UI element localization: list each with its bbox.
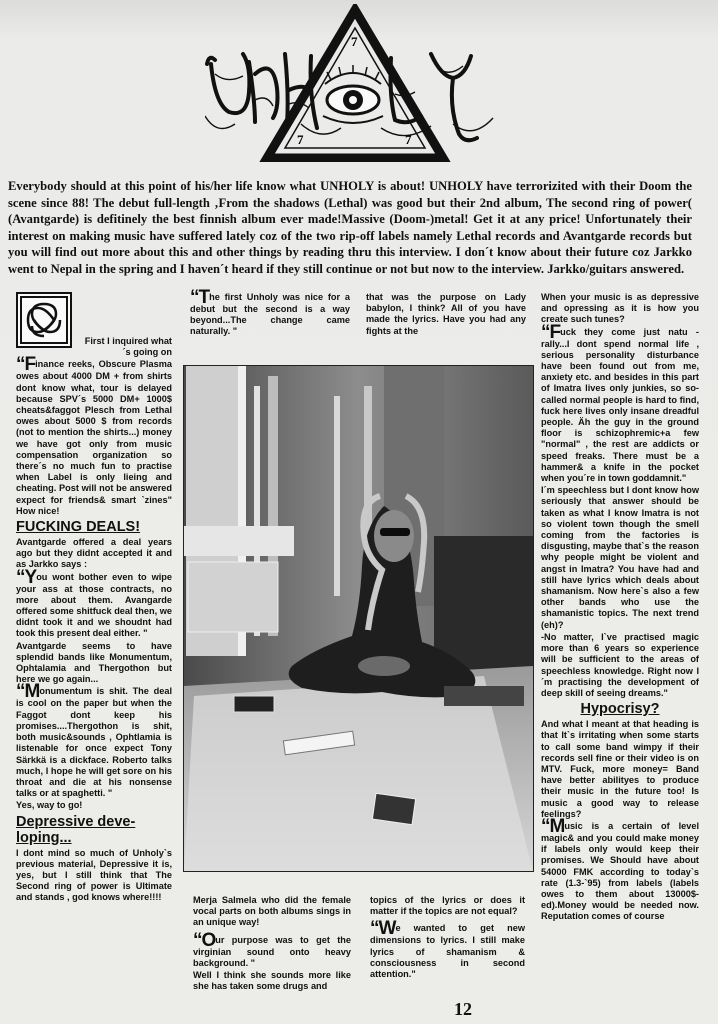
heading-depressive-developing: Depressive deve- loping... <box>16 813 136 846</box>
answer-3-text: onumentum is shit. The deal is cool on the paper but when the Faggot dont keep his promises....Thergothon is shit, both music&sounds , Ophtlamia is listenable for once expect Tony Särkkä is a dickface. Roberto talks much, I hope he will get sore on his throat and die at his nonsense talks or at spaghetti. " <box>16 686 172 799</box>
question-2: Avantgarde offered a deal years ago but they didnt accepted it and as Jarkko says : <box>16 537 172 570</box>
question-imatra: I´m speechless but I dont know how seriously that answer should be taken as what I know Imatra is not so violent town though the smell coming from the factories is disgusting, maybe that`s the reason why people might be violent and angst in Imatra? You have had and still have lyrics which deals about shamanism. Now here`s also a few other bands who use the shamanistic topics. The next trend (eh)? <box>541 485 699 630</box>
answer-3 <box>16 681 172 799</box>
unholy-logo <box>205 4 505 162</box>
page-number: 12 <box>454 999 472 1019</box>
column-middle-left-top <box>190 287 350 339</box>
open-quote-drop-cap: “ <box>541 815 550 837</box>
question-topics: topics of the lyrics or does it matter if the topics are not equal? <box>370 895 525 917</box>
question-4: I dont mind so much of Unholy`s previous material, Depressive it is, yes, but I still think that The Second ring of power is Ultimate and stands , god knows where!!!! <box>16 847 172 903</box>
answer-money <box>541 815 699 923</box>
open-quote-drop-cap: “ <box>190 287 199 308</box>
intro-paragraph: Everybody should at this point of his/her life know what UNHOLY is about! UNHOLY have terrorizited with their Doom the scene since 88! The debut full-length ‚From the shadows (Lethal) was good but their 2nd album, The second ring of power( (Avantgarde) is defitinely the best finnish album ever made!Massive (Doom-)metal! Get it at any price! Unfortunately their interest on making music have suffered lately coz of the two rip-off labels namely Lethal records and Avantgarde records but you will find out more about this and other things by reading thru this interview. I don´t know about their future coz Jarkko went to Nepal in the spring and I haven´t heard if they still continue or not but now to the interview. Jarkko/guitars answered. <box>8 179 692 276</box>
question-hypocrisy: And what I meant at that heading is that It`s irritating when some starts to call some band wimpy if their records sell fine or their video is on MTV. Fuck, more money= Band have better abilityes to produce their music in the future too! Is music a good way to release feelings? <box>541 719 699 819</box>
answer-topics-text: e wanted to get new dimensions to lyrics. I still make lyrics of shamanism & consciousness in second attention." <box>370 923 525 980</box>
answer-money-text: usic is a certain of level magic& and you could make money if labels only would keep their promises. We Should have about 54000 FMK according to today`s rate (1.3-`95) from labels (labels owes to them about 13000$- ed).Money would be needed now. Reputation comes of course <box>541 820 699 922</box>
unholy-logo-art <box>205 4 505 162</box>
answer-music <box>541 321 699 485</box>
column-left <box>16 292 172 905</box>
answer-1 <box>16 354 172 517</box>
drop-cap: M <box>24 681 40 703</box>
question-merja: Merja Salmela who did the female vocal parts on both albums sings in an unique way! <box>193 895 351 928</box>
answer-topics <box>370 918 525 980</box>
answer-2-text: ou wont bother even to wipe your ass at those contracts, no more about them. Avangarde offered some shitfuck deal then, we didnt took it and we shoudnt had took this present deal either. " <box>16 571 172 639</box>
drop-cap: Y <box>24 566 37 588</box>
heading-fucking-deals: FUCKING DEALS! <box>16 519 141 536</box>
open-quote-drop-cap: “ <box>16 681 25 703</box>
question-top: that was the purpose on Lady babylon, I think? All of you have made the lyrics. Have you had any fights at the <box>366 292 526 336</box>
drop-cap: T <box>198 287 210 308</box>
answer-magic: -No matter, I`ve practised magic more than 6 years so experience will be sufficient to the areas of speechless knowledge. Right now I´m practising the development of deep skill of seeing dreams." <box>541 631 699 698</box>
open-quote-drop-cap: “ <box>16 566 25 588</box>
answer-1-text: inance reeks, Obscure Plasma owes about 4000 DM + from shirts dont know what, tour is delayed because SPV´s 5000 DM+ 1000$ cheats&faggot Plesch from Lethal owes about 5000 $ from records (not to mention the shirts...) money we have got only from music compensation organization so there´s no much fun to practise when Label is only lieing and cheating. Post will not be answered expect for friends& smart `zines" How nice! <box>16 359 172 516</box>
answer-merja <box>193 929 351 969</box>
question-drugs: Well I think she sounds more like she has taken some drugs and <box>193 970 351 992</box>
column-middle-right-top <box>366 292 526 338</box>
question-1: First I inquired what´s going on <box>84 336 172 358</box>
answer-music-text: uck they come just natu - rally...I dont spend normal life , serious personality disturbance have been found out from me, anxiety etc. and besides in this part of Imatra lives only junkies, so so-called normal people is hard to find, fuck here lives only insane dreadful people. Äh the guy in the ground floor is schizophremic+a few "normal" , the rest are addicts or speed freaks. There must be a hammer& a knife in the pocket when you´re in town goddamnit." <box>541 326 699 484</box>
celtic-knot-icon <box>16 292 72 348</box>
drop-cap: F <box>549 321 561 343</box>
answer-2 <box>16 566 172 640</box>
drop-cap: F <box>24 354 36 376</box>
question-3: Avantgarde seems to have splendid bands like Monumentum, Ophtalamia and Thergothon but here we go again... <box>16 640 172 685</box>
answer-merja-text: ur purpose was to get the virginian sound onto heavy background. " <box>193 934 351 968</box>
photo-scene <box>184 366 533 871</box>
heading-hypocrisy: Hypocrisy? <box>580 701 660 718</box>
column-middle-right-bottom <box>370 895 525 981</box>
triangle-number-top: 7 <box>351 34 358 49</box>
open-quote-drop-cap: “ <box>193 929 202 951</box>
drop-cap: O <box>201 929 216 951</box>
question-music: When your music is as depressive and opressing as it is how you create such tunes? <box>541 292 699 325</box>
band-member-photo <box>183 365 534 872</box>
answer-top-text: he first Unholy was nice for a debut but the second is a way beyond...The change came naturally. " <box>190 292 350 337</box>
open-quote-drop-cap: “ <box>541 321 550 343</box>
triangle-number-right: 7 <box>405 132 412 147</box>
drop-cap: W <box>378 918 396 940</box>
drop-cap: M <box>549 815 565 837</box>
column-right <box>541 292 699 924</box>
open-quote-drop-cap: “ <box>370 918 379 940</box>
answer-top <box>190 287 350 338</box>
column-middle-left-bottom <box>193 895 351 993</box>
yes-line: Yes, way to go! <box>16 800 83 811</box>
triangle-number-left: 7 <box>297 132 304 147</box>
open-quote-drop-cap: “ <box>16 354 25 376</box>
